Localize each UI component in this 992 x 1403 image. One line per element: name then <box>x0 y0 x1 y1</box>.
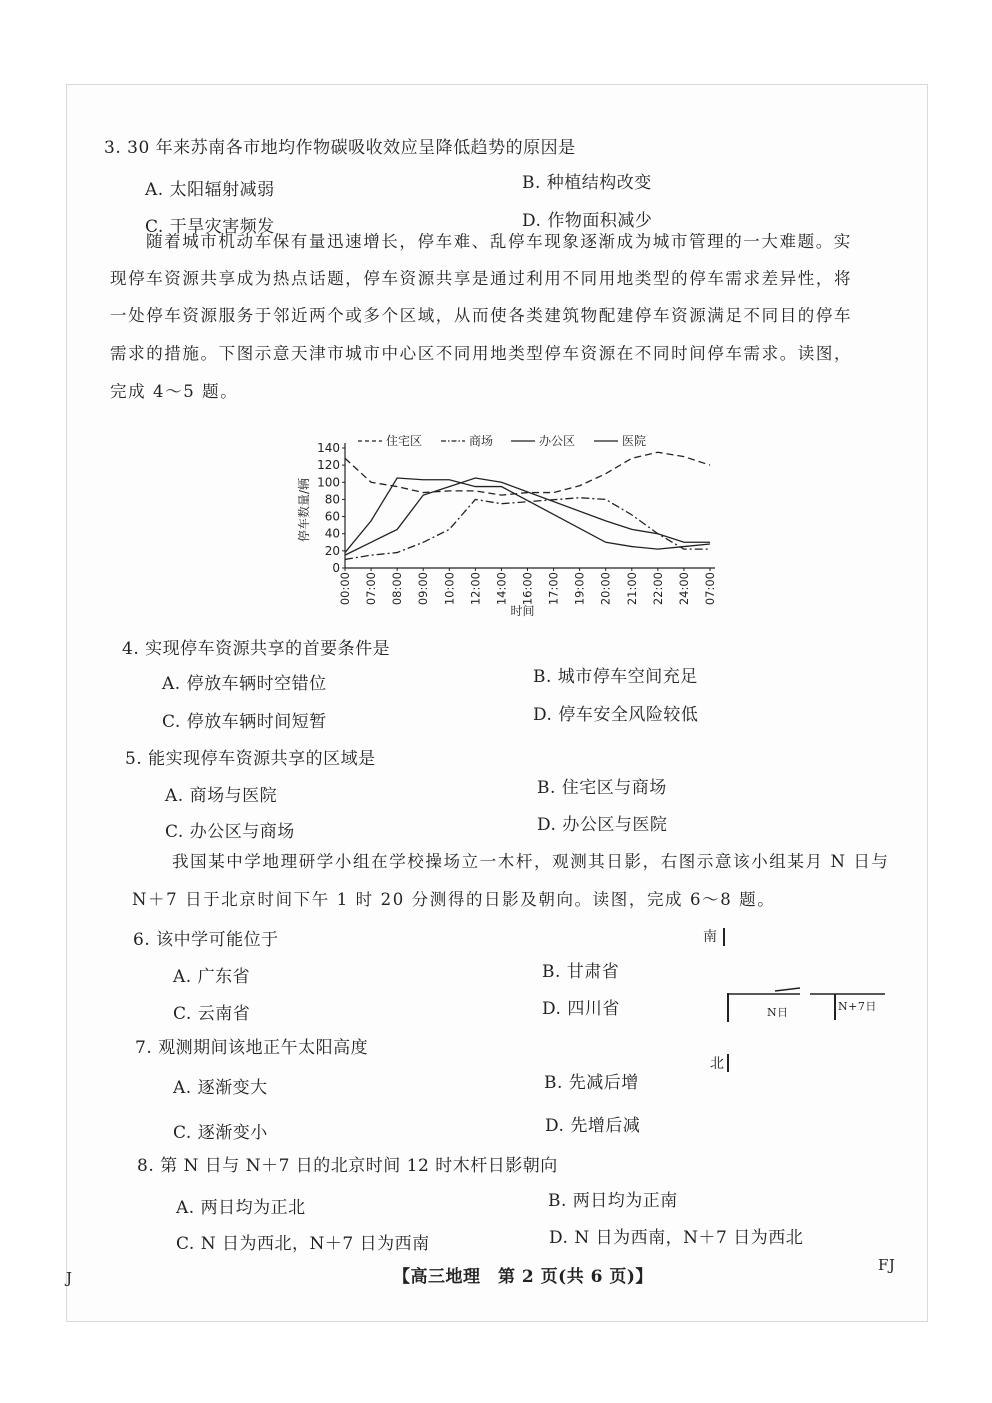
q8-stem: 8. 第 N 日与 N＋7 日的北京时间 12 时木杆日影朝向 <box>137 1156 558 1176</box>
shadow-diagram <box>700 920 900 1080</box>
q4-option-a: A. 停放车辆时空错位 <box>162 674 327 694</box>
x-tick-label: 24:00 <box>676 572 691 606</box>
x-tick-label: 07:00 <box>703 572 717 606</box>
footer-left-mark: J <box>66 1269 73 1287</box>
q5-option-d: D. 办公区与医院 <box>537 815 668 835</box>
legend-label-3: 办公区 <box>539 434 576 448</box>
y-tick-label: 140 <box>317 441 340 455</box>
x-tick-label: 09:00 <box>416 572 431 606</box>
footer-code: FJ <box>878 1256 896 1274</box>
x-tick-label: 21:00 <box>624 572 639 606</box>
q8-option-d: D. N 日为西南，N＋7 日为西北 <box>549 1228 804 1248</box>
x-tick-label: 19:00 <box>572 572 587 606</box>
q5-stem: 5. 能实现停车资源共享的区域是 <box>125 749 376 769</box>
y-tick-label: 60 <box>324 509 340 524</box>
q3-option-b: B. 种植结构改变 <box>522 173 652 193</box>
q7-option-d: D. 先增后减 <box>545 1116 641 1136</box>
y-tick-label: 40 <box>324 526 340 541</box>
shadow-day2-label: N+7日 <box>838 1000 877 1013</box>
passage2-line-2: N＋7 日于北京时间下午 1 时 20 分测得的日影及朝向。读图，完成 6～8 题。 <box>132 890 776 909</box>
legend-label-1: 住宅区 <box>386 434 423 448</box>
q7-option-b: B. 先减后增 <box>544 1073 639 1093</box>
x-tick-label: 12:00 <box>468 572 483 606</box>
q8-option-c: C. N 日为西北，N＋7 日为西南 <box>176 1234 430 1254</box>
q6-option-d: D. 四川省 <box>542 999 620 1019</box>
q5-option-a: A. 商场与医院 <box>165 786 278 806</box>
series-line-1 <box>345 452 710 495</box>
q7-stem: 7. 观测期间该地正午太阳高度 <box>135 1038 369 1058</box>
x-tick-label: 16:00 <box>520 572 535 606</box>
y-axis-title: 停车数量/辆 <box>297 477 311 543</box>
x-tick-label: 20:00 <box>598 572 613 606</box>
y-tick-label: 0 <box>332 561 340 575</box>
x-tick-label: 17:00 <box>546 572 561 606</box>
q8-option-b: B. 两日均为正南 <box>548 1191 678 1211</box>
x-tick-label: 14:00 <box>494 572 509 606</box>
q4-option-d: D. 停车安全风险较低 <box>533 705 699 725</box>
q6-option-a: A. 广东省 <box>173 967 251 987</box>
q3-option-d: D. 作物面积减少 <box>522 211 653 231</box>
x-tick-label: 10:00 <box>442 572 457 606</box>
q3-stem: 3. 30 年来苏南各市地均作物碳吸收效应呈降低趋势的原因是 <box>104 138 576 158</box>
shadow-south-label: 南 <box>703 929 718 945</box>
legend-label-4: 医院 <box>622 434 647 448</box>
parking-demand-chart <box>290 425 730 625</box>
q7-option-c: C. 逐渐变小 <box>173 1123 268 1143</box>
q3-option-a: A. 太阳辐射减弱 <box>145 180 275 200</box>
passage1-line-4: 需求的措施。下图示意天津市城市中心区不同用地类型停车资源在不同时间停车需求。读图， <box>110 344 853 363</box>
passage1-line-2: 现停车资源共享成为热点话题，停车资源共享是通过利用不同用地类型的停车需求差异性，将 <box>110 269 853 288</box>
series-line-4 <box>345 478 710 553</box>
passage1-line-5: 完成 4～5 题。 <box>110 382 239 401</box>
y-tick-label: 80 <box>324 492 340 507</box>
q4-stem: 4. 实现停车资源共享的首要条件是 <box>122 639 391 659</box>
q5-option-b: B. 住宅区与商场 <box>537 778 667 798</box>
q6-option-b: B. 甘肃省 <box>542 962 620 982</box>
passage2-line-1: 我国某中学地理研学小组在学校操场立一木杆，观测其日影，右图示意该小组某月 N 日与 <box>172 852 890 871</box>
shadow-tip-n-day <box>775 988 800 991</box>
x-axis-title: 时间 <box>510 604 535 618</box>
x-tick-label: 07:00 <box>364 572 379 606</box>
q5-option-c: C. 办公区与商场 <box>165 822 295 842</box>
x-tick-label: 22:00 <box>650 572 665 606</box>
q8-option-a: A. 两日均为正北 <box>176 1198 306 1218</box>
y-tick-label: 100 <box>317 475 340 490</box>
series-line-3 <box>345 478 710 555</box>
q3-option-c: C. 干旱灾害频发 <box>145 217 275 237</box>
passage1-line-1: 随着城市机动车保有量迅速增长，停车难、乱停车现象逐渐成为城市管理的一大难题。实 <box>146 232 852 251</box>
q4-option-c: C. 停放车辆时间短暂 <box>162 712 327 732</box>
y-tick-label: 120 <box>317 458 340 473</box>
footer-page-info: 【高三地理 第 2 页(共 6 页)】 <box>393 1267 653 1287</box>
shadow-north-label: 北 <box>710 1056 725 1072</box>
legend-label-2: 商场 <box>469 434 494 448</box>
x-tick-label: 00:00 <box>338 572 352 606</box>
x-tick-label: 08:00 <box>390 572 405 606</box>
passage1-line-3: 一处停车资源服务于邻近两个或多个区域，从而使各类建筑物配建停车资源满足不同目的停车 <box>110 306 853 325</box>
y-tick-label: 20 <box>324 543 340 558</box>
series-line-2 <box>345 498 710 560</box>
q6-option-c: C. 云南省 <box>173 1004 251 1024</box>
shadow-day1-label: N日 <box>767 1006 789 1019</box>
q4-option-b: B. 城市停车空间充足 <box>533 667 698 687</box>
q7-option-a: A. 逐渐变大 <box>173 1078 268 1098</box>
q6-stem: 6. 该中学可能位于 <box>133 930 279 950</box>
